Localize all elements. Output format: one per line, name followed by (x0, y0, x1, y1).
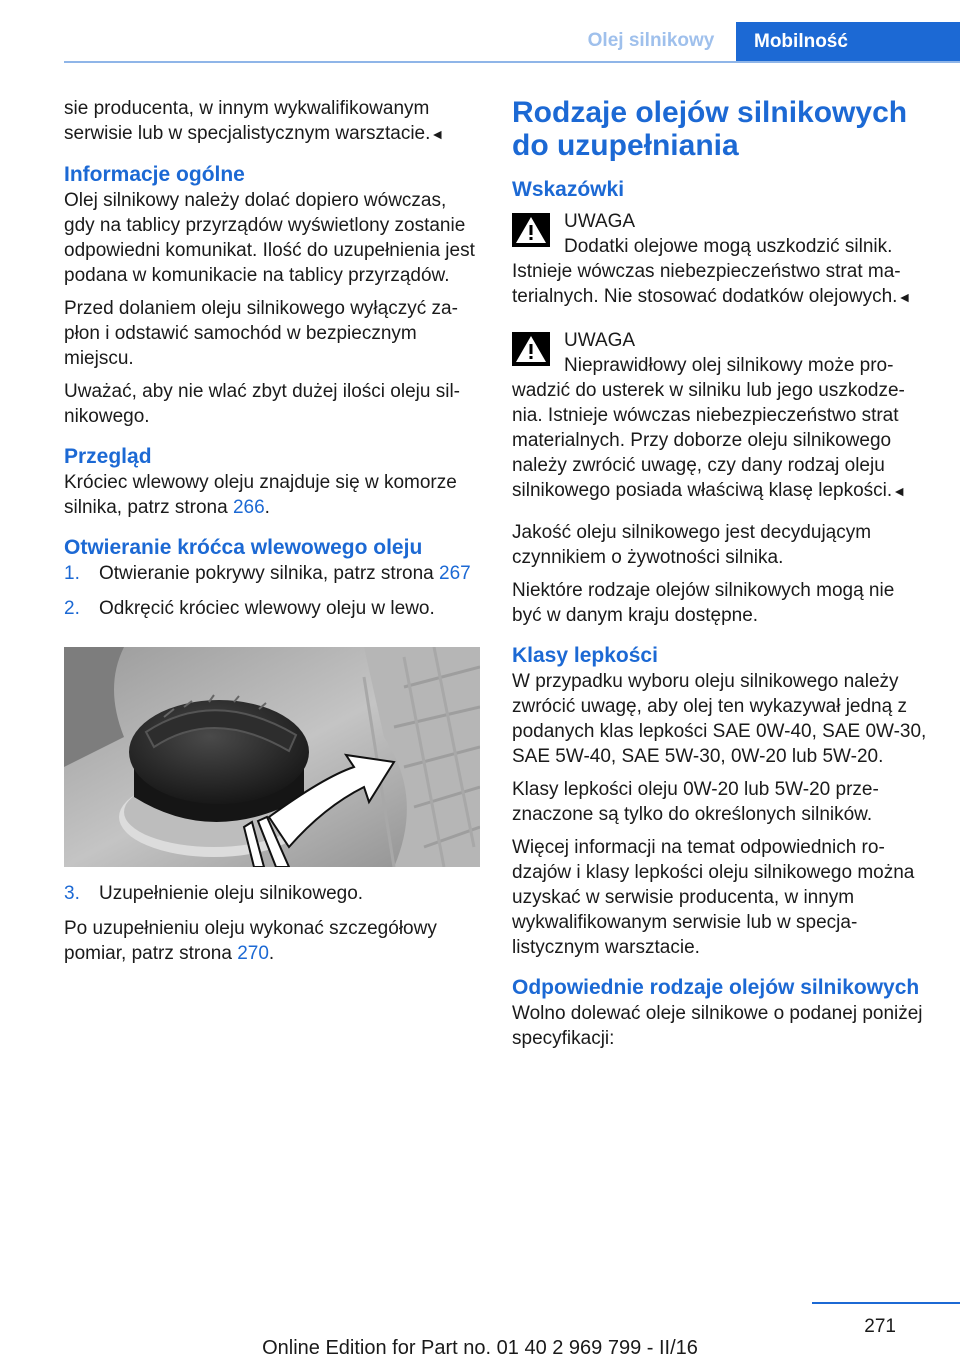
warning-triangle-icon (512, 213, 550, 247)
step-number: 2. (64, 598, 80, 619)
suitable-oils-paragraph: Wolno dolewać oleje silnikowe o podanej poniżej specyfikacji: (512, 1003, 923, 1049)
warning-text: Nieprawidłowy olej silnikowy może prowadzić do usterek w silniku lub jego uszkodzenia. Istnieje wówczas niebezpieczeństwo strat materialnych. Przy doborze oleju silnikowego należy zwrócić uwagę, czy dany rodzaj oleju silnikowego posiada właściwą klasę lepkości. (512, 355, 905, 501)
list-item (64, 561, 480, 586)
notes-heading: Wskazówki (512, 178, 625, 201)
warning-triangle-icon (512, 332, 550, 366)
list-item (64, 881, 480, 906)
steps-list (64, 561, 480, 621)
general-paragraph-3: Uważać, aby nie wlać zbyt dużej ilości oleju silnikowego. (64, 381, 460, 427)
overview-text: Króciec wlewowy oleju znajduje się w komorze silnika, patrz strona (64, 472, 457, 518)
viscosity-paragraph-2: Klasy lepkości oleju 0W-20 lub 5W-20 przeznaczone są tylko do określonych silników. (512, 779, 879, 825)
list-item (64, 596, 480, 621)
general-info-heading: Informacje ogólne (64, 163, 245, 186)
end-mark: ◄ (430, 126, 445, 142)
oil-cap-illustration (64, 647, 480, 867)
steps-list-continued (64, 881, 480, 906)
left-column (64, 96, 480, 974)
step-text: Otwieranie pokrywy silnika, patrz strona (99, 563, 440, 584)
page-number: 271 (864, 1316, 896, 1337)
step-text: Uzupełnienie oleju silnikowego. (99, 883, 364, 904)
after-refill-paragraph (64, 916, 480, 966)
opening-heading: Otwieranie króćca wlewowego oleju (64, 536, 423, 559)
page-link-267[interactable]: 267 (439, 563, 471, 584)
header-divider (64, 61, 960, 63)
general-paragraph-2: Przed dolaniem oleju silnikowego wyłączyć zapłon i odstawić samochód w bezpiecznym miejscu. (64, 298, 458, 369)
warning-title: UWAGA (564, 211, 636, 232)
intro-paragraph (64, 96, 480, 147)
warning-block-1 (512, 209, 928, 310)
header-section-tab[interactable]: Olej silnikowy (587, 30, 715, 51)
suitable-oils-heading: Odpowiednie rodzaje olejów silnikowych (512, 976, 920, 999)
page-link-270[interactable]: 270 (237, 943, 269, 964)
oil-cap-drawing (64, 647, 480, 867)
viscosity-paragraph-3: Więcej informacji na temat odpowiednich rodzajów i klasy lepkości oleju silnikowego można uzyskać w serwisie producenta, w innym wykwalifikowanym serwisie lub w specjalistycznym warsztacie. (512, 837, 915, 958)
step-number: 3. (64, 883, 80, 904)
edition-footer: Online Edition for Part no. 01 40 2 969 799 - II/16 (262, 1337, 698, 1359)
quality-paragraph-1: Jakość oleju silnikowego jest decydującym czynnikiem o żywotności silnika. (512, 522, 872, 568)
warning-text: Dodatki olejowe mogą uszkodzić silnik. Istnieje wówczas niebezpieczeństwo strat materialnych. Nie stosować dodatków olejowych. (512, 236, 901, 307)
end-mark: ◄ (897, 289, 912, 305)
main-heading: Rodzaje olejów silnikowych do uzupełniania (512, 96, 908, 162)
right-column (512, 96, 928, 1059)
step-text: Odkręcić króciec wlewowy oleju w lewo. (99, 598, 435, 619)
end-mark: ◄ (892, 483, 907, 499)
footer-divider (812, 1302, 960, 1304)
overview-heading: Przegląd (64, 445, 152, 468)
header-chapter-tab[interactable]: Mobilność (736, 22, 960, 62)
quality-paragraph-2: Niektóre rodzaje olejów silnikowych mogą nie być w danym kraju dostępne. (512, 580, 895, 626)
viscosity-paragraph-1: W przypadku wyboru oleju silnikowego należy zwrócić uwagę, aby olej ten wykazywał jedną z podanych klas lepkości SAE 0W-40, SAE 0W-30, SAE 5W-40, SAE 5W-30, 0W-20 lub 5W-20. (512, 671, 927, 767)
intro-text: sie producenta, w innym wykwalifikowanym serwisie lub w specjalistycznym warsztacie. (64, 98, 431, 144)
overview-end: . (264, 497, 270, 518)
step-number: 1. (64, 563, 80, 584)
warning-title: UWAGA (564, 330, 636, 351)
after-end: . (268, 943, 275, 964)
page-link-266[interactable]: 266 (232, 497, 265, 518)
general-paragraph-1: Olej silnikowy należy dolać dopiero wówczas, gdy na tablicy przyrządów wyświetlony zostanie odpowiedni komunikat. Ilość do uzupełnienia jest podana w komunikacie na tablicy przyrządów. (64, 190, 475, 286)
warning-block-2 (512, 328, 928, 504)
overview-paragraph (64, 470, 480, 520)
viscosity-heading: Klasy lepkości (512, 644, 658, 667)
after-text: Po uzupełnieniu oleju wykonać szczegółowy pomiar, patrz strona (64, 918, 437, 964)
